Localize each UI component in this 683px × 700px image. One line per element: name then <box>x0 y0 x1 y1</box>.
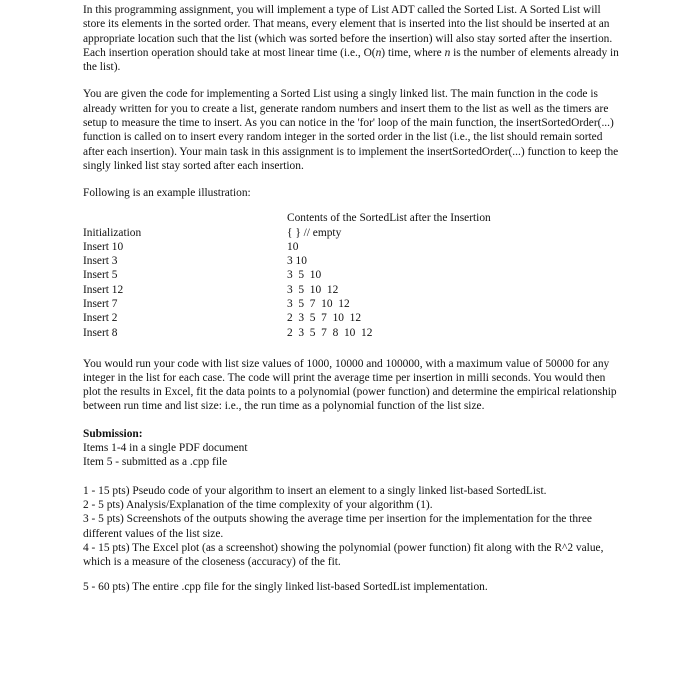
submission-block <box>83 427 619 470</box>
contents-row: 10 <box>287 240 299 253</box>
contents-column <box>287 226 372 340</box>
operation-row: Insert 12 <box>83 283 124 296</box>
operations-column <box>83 226 141 340</box>
operation-row: Initialization <box>83 226 142 239</box>
intro-paragraph <box>83 3 619 74</box>
operation-row: Insert 8 <box>83 326 118 339</box>
grading-item: 1 - 15 pts) Pseudo code of your algorithm to insert an element to a singly linked list-based SortedList. <box>83 484 547 497</box>
operation-row: Insert 7 <box>83 298 118 311</box>
submission-heading: Submission: <box>83 427 143 440</box>
grading-item: 3 - 5 pts) Screenshots of the outputs showing the average time per insertion for the implementation for the three different values of the list size. <box>83 513 592 540</box>
intro-text-mid: ) time, where <box>381 46 445 59</box>
submission-line-1: Items 1-4 in a single PDF document <box>83 442 248 455</box>
grading-item: 2 - 5 pts) Analysis/Explanation of the time complexity of your algorithm (1). <box>83 498 433 511</box>
contents-row: 3 5 10 <box>287 269 322 282</box>
code-description-paragraph: You are given the code for implementing a Sorted List using a singly linked list. The main function in the code is already written for you to create a list, generate random numbers and insert them to the list as well as the timers are setup to measure the time to insert. As you can notice in the 'for' loop of the main function, the insertSortedOrder(...) function is called on to insert every random integer in the sorted order in the list (i.e., the list should remain sorted after each insertion). Your main task in this assignment is to implement the insertSortedOrder(...) function to keep the singly linked list stay sorted after each insertion. <box>83 88 619 172</box>
operation-row: Insert 5 <box>83 269 118 282</box>
contents-row: 3 5 7 10 12 <box>287 298 350 311</box>
grading-item: 5 - 60 pts) The entire .cpp file for the singly linked list-based SortedList implementation. <box>83 581 488 594</box>
assignment-document <box>83 3 619 595</box>
operation-row: Insert 2 <box>83 312 118 325</box>
submission-line-2: Item 5 - submitted as a .cpp file <box>83 456 228 469</box>
intro-var-n: n <box>375 46 382 59</box>
experiment-paragraph: You would run your code with list size values of 1000, 10000 and 100000, with a maximum value of 50000 for any integer in the list for each case. The code will print the average time per insertion in milli seconds. You would then plot the results in Excel, fit the data points to a polynomial (power function) and determine the empirical relationship between run time and list size: i.e., the run time as a polynomial function of the list size. <box>83 357 617 413</box>
intro-var-n2: n <box>444 46 451 59</box>
grading-item: 4 - 15 pts) The Excel plot (as a screenshot) showing the polynomial (power function) fit along with the R^2 value, which is a measure of the closeness (accuracy) of the fit. <box>83 541 604 569</box>
contents-row: 3 5 10 12 <box>287 283 339 296</box>
contents-row: 2 3 5 7 8 10 12 <box>287 326 373 339</box>
operation-row: Insert 3 <box>83 255 118 268</box>
intro-text-end: is the number of elements already in the list). <box>83 46 619 74</box>
contents-row: { } // empty <box>287 226 342 239</box>
contents-row: 3 10 <box>287 255 307 268</box>
illustration-header: Contents of the SortedList after the Insertion <box>287 211 491 224</box>
illustration-table <box>83 211 619 343</box>
grading-items <box>83 484 619 595</box>
contents-row: 2 3 5 7 10 12 <box>287 312 362 325</box>
operation-row: Insert 10 <box>83 240 124 253</box>
intro-text: In this programming assignment, you will implement a type of List ADT called the Sorted List. A Sorted List will store its elements in the sorted order. That means, every element that is inserted into the list should be inserted at an appropriate location such that the list (which was sorted before the insertion) will also stay sorted after the insertion. Each insertion operation should take at most linear time (i.e., O( <box>83 4 613 59</box>
illustration-intro: Following is an example illustration: <box>83 187 251 200</box>
